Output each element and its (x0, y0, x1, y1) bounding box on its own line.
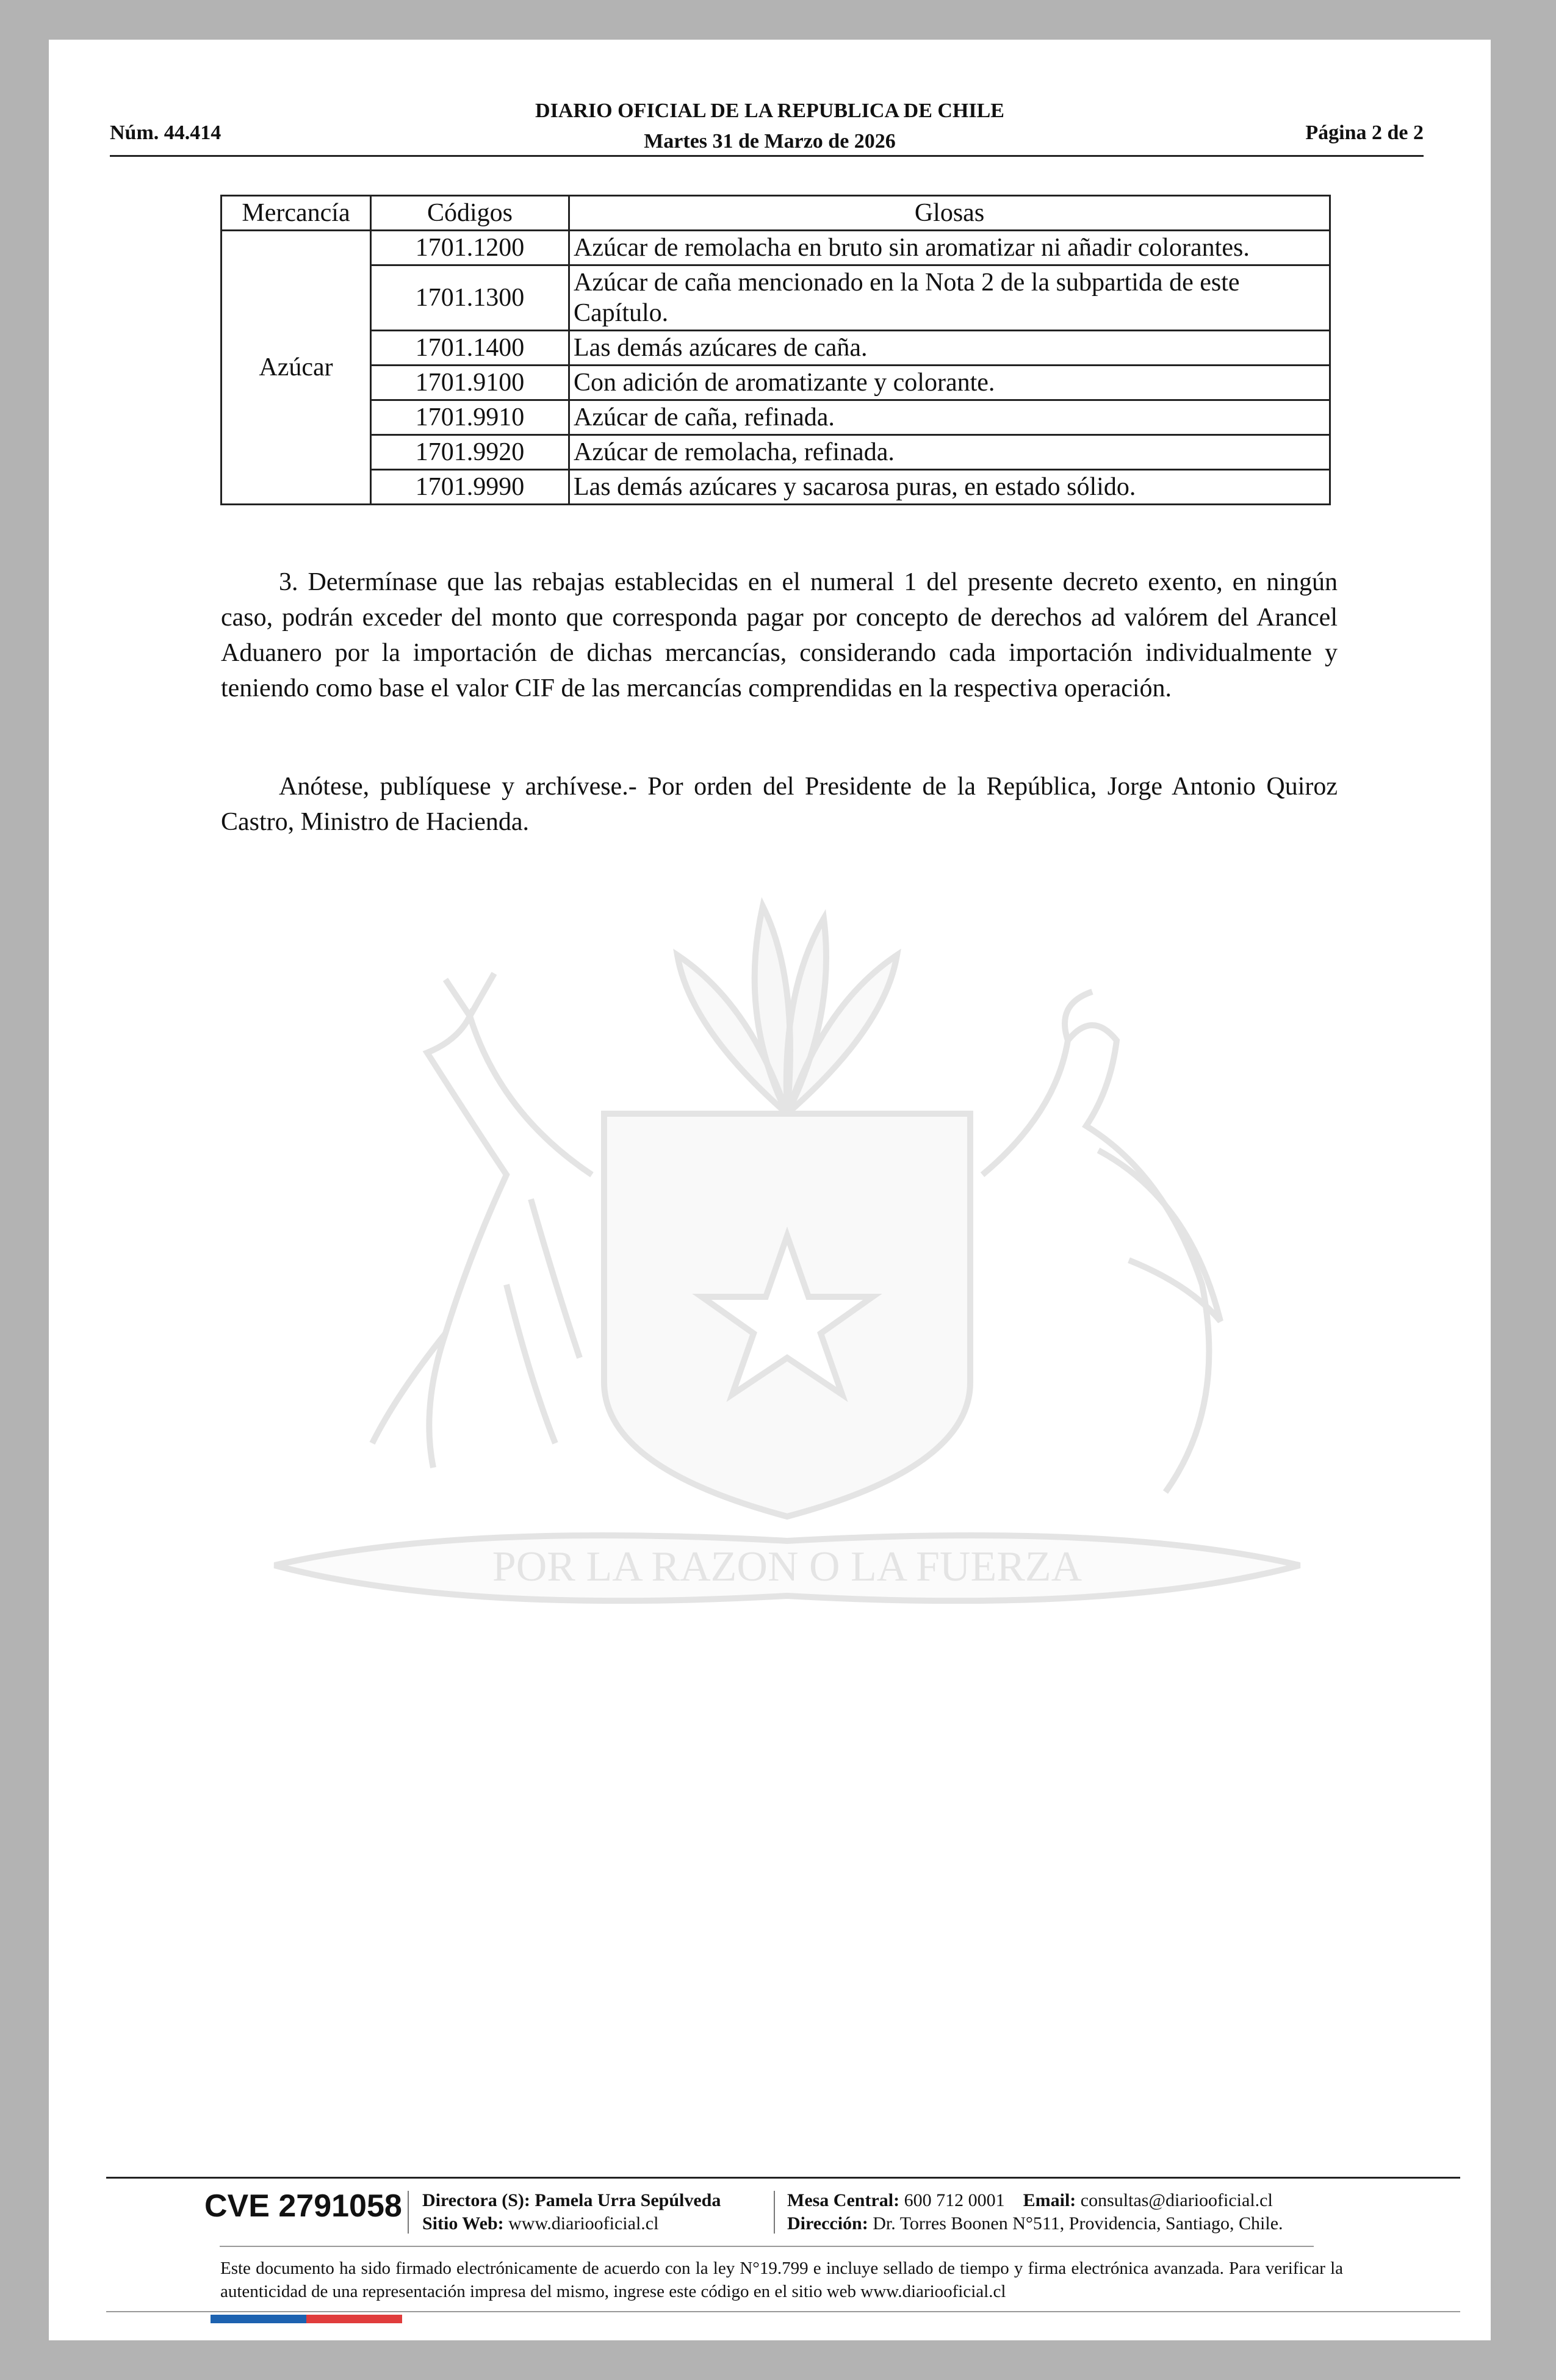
web-label: Sitio Web: (422, 2213, 504, 2234)
gloss-cell: Azúcar de caña mencionado en la Nota 2 de la subpartida de este Capítulo. (569, 265, 1330, 331)
watermark-motto: POR LA RAZON O LA FUERZA (492, 1543, 1082, 1590)
director-name: Pamela Urra Sepúlveda (535, 2190, 721, 2210)
mesa-label: Mesa Central: (787, 2190, 900, 2210)
page-header (49, 96, 1491, 157)
header-glosas: Glosas (569, 196, 1330, 231)
header-codigos: Códigos (371, 196, 569, 231)
footer-separator (408, 2191, 409, 2234)
gloss-cell: Con adición de aromatizante y colorante. (569, 366, 1330, 400)
code-cell: 1701.9100 (371, 366, 569, 400)
footer-separator (774, 2191, 775, 2234)
issue-number: Núm. 44.414 (110, 121, 222, 144)
paragraph-3: 3. Determínase que las rebajas establecidas en el numeral 1 del presente decreto exento, en ningún caso, podrán exceder del monto que corresponda pagar por concepto de derechos ad valórem del Arancel Aduanero por la importación de dichas mercancías, considerando cada importación individualmente y teniendo como base el valor CIF de las mercancías comprendidas en la respectiva operación. (221, 568, 1338, 702)
director-label: Directora (S): (422, 2190, 530, 2210)
table-row (222, 470, 1330, 505)
footer-inner-divider (220, 2246, 1314, 2247)
web-link[interactable]: www.diariooficial.cl (508, 2213, 659, 2234)
flag-bar-blue (211, 2315, 306, 2323)
gloss-cell: Azúcar de caña, refinada. (569, 400, 1330, 435)
gloss-cell: Las demás azúcares de caña. (569, 331, 1330, 366)
mesa-phone: 600 712 0001 (904, 2190, 1005, 2210)
address-value: Dr. Torres Boonen N°511, Providencia, Santiago, Chile. (873, 2213, 1283, 2234)
code-cell: 1701.1300 (371, 265, 569, 331)
table-row (222, 331, 1330, 366)
email-label: Email: (1023, 2190, 1076, 2210)
closing-paragraph: Anótese, publíquese y archívese.- Por orden del Presidente de la República, Jorge Antonio Quiroz Castro, Ministro de Hacienda. (221, 773, 1338, 836)
gazette-title: DIARIO OFICIAL DE LA REPUBLICA DE CHILE (535, 99, 1004, 122)
header-divider (110, 155, 1424, 157)
table-row (222, 231, 1330, 265)
code-cell: 1701.9990 (371, 470, 569, 505)
table-row (222, 400, 1330, 435)
issue-date: Martes 31 de Marzo de 2026 (644, 130, 896, 153)
gloss-cell: Azúcar de remolacha en bruto sin aromatizar ni añadir colorantes. (569, 231, 1330, 265)
code-cell: 1701.9920 (371, 435, 569, 470)
table-row (222, 435, 1330, 470)
gloss-cell: Azúcar de remolacha, refinada. (569, 435, 1330, 470)
table-row (222, 366, 1330, 400)
page-indicator: Página 2 de 2 (1305, 121, 1424, 144)
code-cell: 1701.1400 (371, 331, 569, 366)
code-cell: 1701.1200 (371, 231, 569, 265)
footer-bottom-divider (106, 2311, 1460, 2312)
header-mercancia: Mercancía (222, 196, 371, 231)
gloss-cell: Las demás azúcares y sacarosa puras, en estado sólido. (569, 470, 1330, 505)
table-row (222, 265, 1330, 331)
table-header-row (222, 196, 1330, 231)
merchandise-cell: Azúcar (222, 231, 371, 505)
email-link[interactable]: consultas@diariooficial.cl (1080, 2190, 1273, 2210)
legal-notice: Este documento ha sido firmado electrónicamente de acuerdo con la ley N°19.799 e incluye sellado de tiempo y firma electrónica avanzada. Para verificar la autenticidad de una representación impresa del mismo, ingrese este código en el sitio web www.diariooficial.cl (220, 2259, 1343, 2301)
coat-of-arms-watermark-icon (214, 857, 1361, 1712)
address-label: Dirección: (787, 2213, 868, 2234)
footer-divider (106, 2177, 1460, 2179)
footer-contact-block (787, 2189, 1283, 2235)
code-cell: 1701.9910 (371, 400, 569, 435)
document-page (49, 40, 1491, 2340)
flag-bar-red (306, 2315, 402, 2323)
footer-director-block (422, 2189, 721, 2235)
tariff-table (220, 195, 1331, 505)
cve-code: CVE 2791058 (204, 2188, 402, 2224)
